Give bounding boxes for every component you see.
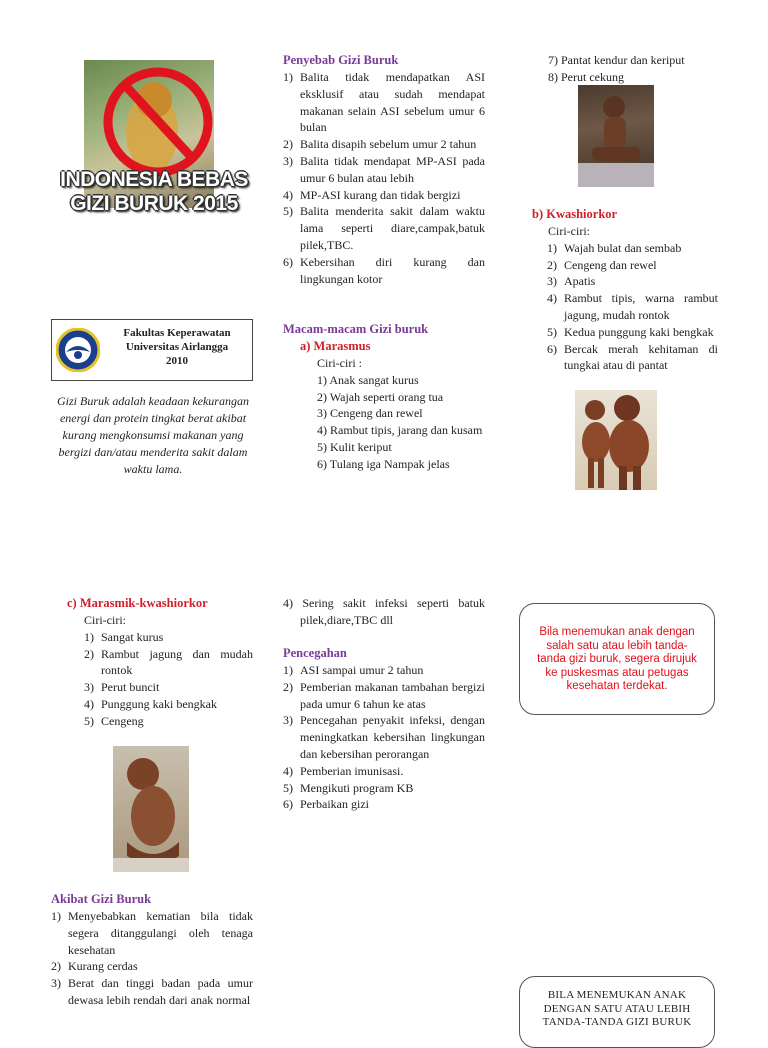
pencegahan-title: Pencegahan xyxy=(283,646,347,660)
kwashiorkor-item xyxy=(547,273,718,290)
item-text: Perbaikan gizi xyxy=(300,797,369,812)
kwashiorkor-children-photo xyxy=(575,390,657,490)
penyebab-item xyxy=(283,69,485,136)
marasmus-cont-item: 7) Pantat kendur dan keriput xyxy=(548,53,685,67)
item-text: Pencegahan penyakit infeksi, dengan meningkatkan kebersihan lingkungan dan kebersihan perorangan xyxy=(300,713,485,761)
year-label: 2010 xyxy=(166,355,188,367)
marasmik-title: c) Marasmik-kwashiorkor xyxy=(67,596,208,610)
item-number: 2) xyxy=(84,646,94,661)
marasmus-item: 4) Rambut tipis, jarang dan kusam xyxy=(317,423,483,438)
macam-title: Macam-macam Gizi buruk xyxy=(283,322,429,336)
pencegahan-list xyxy=(283,662,485,813)
penyebab-item xyxy=(283,153,485,187)
item-number: 4) xyxy=(84,696,94,711)
poster-line1: INDONESIA BEBAS xyxy=(60,168,248,191)
marasmus-item: 5) Kulit keriput xyxy=(317,439,392,454)
item-text: Cengeng dan rewel xyxy=(564,257,657,272)
item-text: Pemberian imunisasi. xyxy=(300,763,404,778)
akibat-cont-item xyxy=(283,595,485,629)
akibat-item xyxy=(51,908,253,958)
item-number: 3) xyxy=(283,153,293,168)
item-text: Apatis xyxy=(564,274,596,289)
item-text: Perut buncit xyxy=(101,680,160,695)
referral-notice-box xyxy=(519,603,715,715)
item-number: 6) xyxy=(283,797,293,812)
pencegahan-item xyxy=(283,796,485,813)
item-text: Wajah bulat dan sembab xyxy=(564,240,682,255)
penyebab-title: Penyebab Gizi Buruk xyxy=(283,53,399,67)
marasmik-item xyxy=(84,713,253,730)
item-number: 5) xyxy=(84,713,94,728)
poster-line2: GIZI BURUK 2015 xyxy=(70,192,238,215)
item-number: 6) xyxy=(283,254,293,269)
kwashiorkor-list xyxy=(532,240,718,374)
marasmus-item: 2) Wajah seperti orang tua xyxy=(317,389,444,404)
item-number: 5) xyxy=(283,780,293,795)
item-number: 3) xyxy=(84,680,94,695)
university-logo xyxy=(56,328,100,372)
item-number: 2) xyxy=(283,137,293,152)
item-number: 1) xyxy=(283,70,293,84)
item-text: Bercak merah kehitaman di tungkai atau di pantat xyxy=(564,341,718,373)
kwashiorkor-item xyxy=(547,257,718,274)
item-number: 5) xyxy=(547,324,557,339)
marasmus-cont-list xyxy=(548,52,723,86)
item-text: Kedua punggung kaki bengkak xyxy=(564,324,714,339)
pencegahan-item xyxy=(283,662,485,679)
item-text: Balita tidak mendapatkan ASI eksklusif atau sudah mendapat makanan selain ASI sebelum umur 6 bulan xyxy=(300,70,485,135)
item-text: Kebersihan diri kurang dan lingkungan kotor xyxy=(300,254,485,286)
marasmik-item xyxy=(84,696,253,713)
marasmik-item xyxy=(84,679,253,696)
item-text: Rambut jagung dan mudah rontok xyxy=(101,646,253,678)
item-text: Berat dan tinggi badan pada umur dewasa lebih rendah dari anak normal xyxy=(68,976,253,1007)
item-number: 2) xyxy=(51,959,61,974)
item-number: 1) xyxy=(84,629,94,644)
marasmik-item xyxy=(84,646,253,680)
kwashiorkor-item xyxy=(547,290,718,324)
marasmus-item: 6) Tulang iga Nampak jelas xyxy=(317,456,450,471)
item-number: 5) xyxy=(283,204,293,219)
akibat-item xyxy=(51,958,253,975)
akibat-item xyxy=(51,975,253,1009)
kwashiorkor-item xyxy=(547,324,718,341)
poster-title xyxy=(54,168,254,216)
item-number: 2) xyxy=(547,257,557,272)
item-text: ASI sampai umur 2 tahun xyxy=(300,663,424,677)
marasmik-ciri-label: Ciri-ciri: xyxy=(84,613,126,627)
item-text: Rambut tipis, warna rambut jagung, mudah rontok xyxy=(564,291,718,322)
referral-notice-text: Bila menemukan anak dengan salah satu atau lebih tanda-tanda gizi buruk, segera dirujuk ke puskesmas atau petugas kesehatan terdekat. xyxy=(537,626,697,692)
item-number: 2) xyxy=(283,679,293,694)
marasmus-child-photo xyxy=(578,85,654,187)
marasmus-item: 1) Anak sangat kurus xyxy=(317,372,419,387)
pencegahan-item xyxy=(283,679,485,713)
item-text: Balita menderita sakit dalam waktu lama seperti diare,campak,batuk pilek,TBC. xyxy=(300,204,485,252)
marasmus-item: 3) Cengeng dan rewel xyxy=(317,406,423,421)
item-text: Punggung kaki bengkak xyxy=(101,696,217,711)
kwashiorkor-item xyxy=(547,240,718,257)
item-text: Balita tidak mendapat MP-ASI pada umur 6 bulan atau lebih xyxy=(300,153,485,185)
pencegahan-item xyxy=(283,780,485,797)
item-number: 4) xyxy=(283,763,293,778)
marasmus-list xyxy=(317,372,485,473)
item-number: 3) xyxy=(51,976,61,991)
item-number: 1) xyxy=(283,663,293,677)
item-number: 1) xyxy=(547,240,557,255)
referral-notice-text-2: BILA MENEMUKAN ANAK DENGAN SATU ATAU LEBIH TANDA-TANDA GIZI BURUK xyxy=(542,989,692,1028)
kwashiorkor-title: b) Kwashiorkor xyxy=(532,207,618,221)
penyebab-item xyxy=(283,203,485,253)
akibat-list xyxy=(51,908,253,1009)
item-number: 3) xyxy=(547,274,557,289)
university-name: Universitas Airlangga xyxy=(125,341,229,353)
marasmik-item xyxy=(84,629,253,646)
kwashiorkor-ciri-label: Ciri-ciri: xyxy=(548,224,590,238)
penyebab-list xyxy=(283,69,485,287)
akibat-title: Akibat Gizi Buruk xyxy=(51,892,152,906)
penyebab-item xyxy=(283,187,485,204)
penyebab-item xyxy=(283,136,485,153)
item-text: Pemberian makanan tambahan bergizi pada umur 6 tahun ke atas xyxy=(300,679,485,711)
item-text: Cengeng xyxy=(101,713,144,728)
marasmik-child-photo xyxy=(113,746,189,872)
item-text: Menyebabkan kematian bila tidak segera ditanggulangi oleh tenaga kesehatan xyxy=(68,909,253,957)
intro-text: Gizi Buruk adalah keadaan kekurangan energi dan protein tingkat berat akibat kurang mengkonsumsi makanan yang bergizi dan/atau menderita sakit dalam waktu lama. xyxy=(57,394,249,476)
item-text: Sangat kurus xyxy=(101,629,164,644)
faculty-name: Fakultas Keperawatan xyxy=(123,327,231,339)
item-number: 4) xyxy=(283,187,293,202)
item-text: Balita disapih sebelum umur 2 tahun xyxy=(300,137,477,152)
item-number: 4) xyxy=(547,291,557,306)
item-text: Kurang cerdas xyxy=(68,959,138,974)
item-text: Mengikuti program KB xyxy=(300,780,414,795)
referral-notice-box-2 xyxy=(519,976,715,1048)
marasmik-list xyxy=(67,629,253,730)
marasmus-title: a) Marasmus xyxy=(300,339,371,353)
pencegahan-item xyxy=(283,712,485,762)
penyebab-item xyxy=(283,254,485,288)
item-number: 3) xyxy=(283,713,293,728)
faculty-box xyxy=(51,319,253,381)
kwashiorkor-item xyxy=(547,341,718,375)
akibat-cont-text: 4) Sering sakit infeksi seperti batuk pilek,diare,TBC dll xyxy=(283,596,485,627)
item-number: 1) xyxy=(51,909,61,923)
marasmus-cont-item: 8) Perut cekung xyxy=(548,69,624,84)
marasmus-ciri-label: Ciri-ciri : xyxy=(317,356,362,370)
item-number: 6) xyxy=(547,341,557,356)
item-text: MP-ASI kurang dan tidak bergizi xyxy=(300,187,461,202)
pencegahan-item xyxy=(283,763,485,780)
